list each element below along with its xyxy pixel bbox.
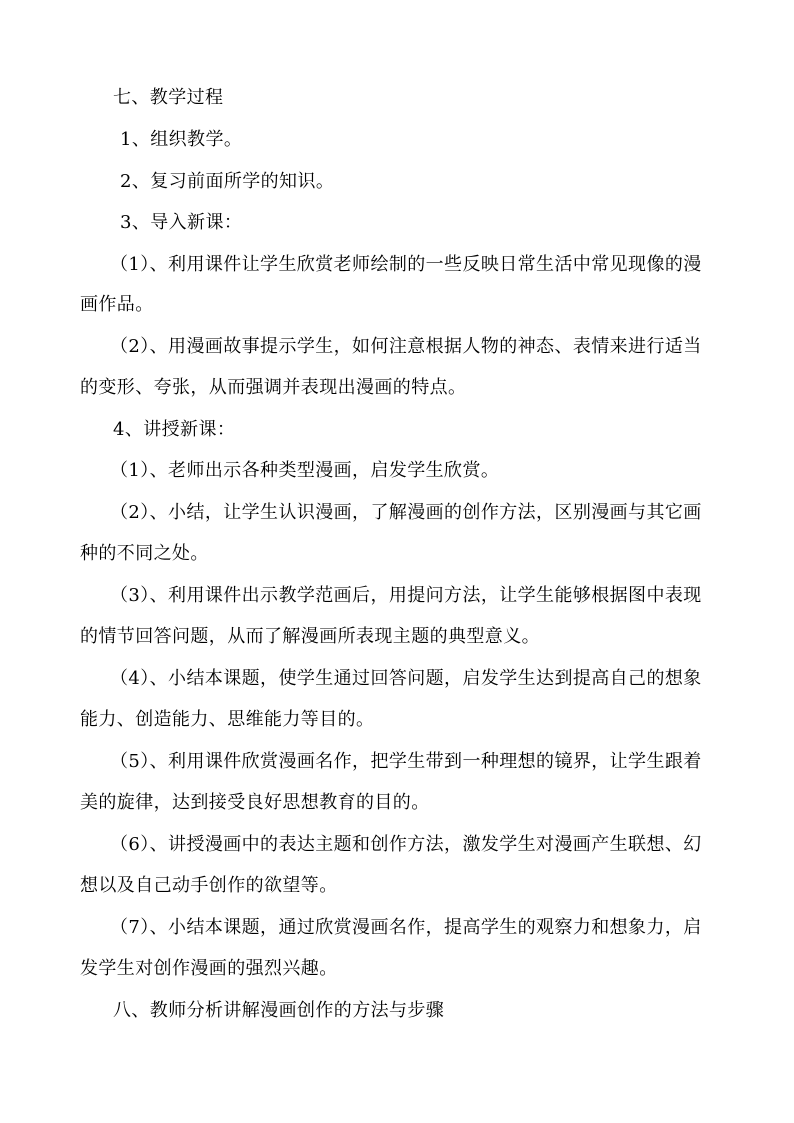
- section-seven-heading: 七、教学过程: [113, 87, 224, 108]
- teach-item-4-line-2: 能力、创造能力、思维能力等目的。: [80, 709, 375, 730]
- step-3: 3、导入新课：: [120, 212, 243, 233]
- teach-item-5-line-1: （5）、利用课件欣赏漫画名作，把学生带到一种理想的镜界，让学生跟着: [110, 751, 702, 772]
- step-2: 2、复习前面所学的知识。: [120, 171, 335, 192]
- teach-item-3-line-2: 的情节回答问题，从而了解漫画所表现主题的典型意义。: [80, 626, 540, 647]
- teach-item-7-line-2: 发学生对创作漫画的强烈兴趣。: [80, 958, 338, 979]
- teach-item-3-line-1: （3）、利用课件出示教学范画后，用提问方法，让学生能够根据图中表现: [110, 585, 702, 606]
- intro-item-1-line-2: 画作品。: [80, 294, 154, 315]
- teach-item-2-line-1: （2）、小结，让学生认识漫画，了解漫画的创作方法，区别漫画与其它画: [110, 502, 702, 523]
- section-eight-heading: 八、教师分析讲解漫画创作的方法与步骤: [113, 1000, 445, 1021]
- teach-item-5-line-2: 美的旋律，达到接受良好思想教育的目的。: [80, 792, 430, 813]
- step-1: 1、组织教学。: [120, 129, 243, 150]
- teach-item-4-line-1: （4）、小结本课题，使学生通过回答问题，启发学生达到提高自己的想象: [110, 668, 702, 689]
- intro-item-1-line-1: （1）、利用课件让学生欣赏老师绘制的一些反映日常生活中常见现像的漫: [110, 254, 702, 275]
- teach-item-7-line-1: （7）、小结本课题，通过欣赏漫画名作，提高学生的观察力和想象力，启: [110, 917, 702, 938]
- intro-item-2-line-1: （2）、用漫画故事提示学生，如何注意根据人物的神态、表情来进行适当: [110, 336, 702, 357]
- teach-item-6-line-2: 想以及自己动手创作的欲望等。: [80, 875, 338, 896]
- teach-item-1-line-1: （1）、老师出示各种类型漫画，启发学生欣赏。: [110, 460, 500, 481]
- intro-item-2-line-2: 的变形、夸张，从而强调并表现出漫画的特点。: [80, 377, 467, 398]
- step-4: 4、讲授新课：: [113, 419, 236, 440]
- teach-item-2-line-2: 种的不同之处。: [80, 543, 209, 564]
- teach-item-6-line-1: （6）、讲授漫画中的表达主题和创作方法，激发学生对漫画产生联想、幻: [110, 834, 702, 855]
